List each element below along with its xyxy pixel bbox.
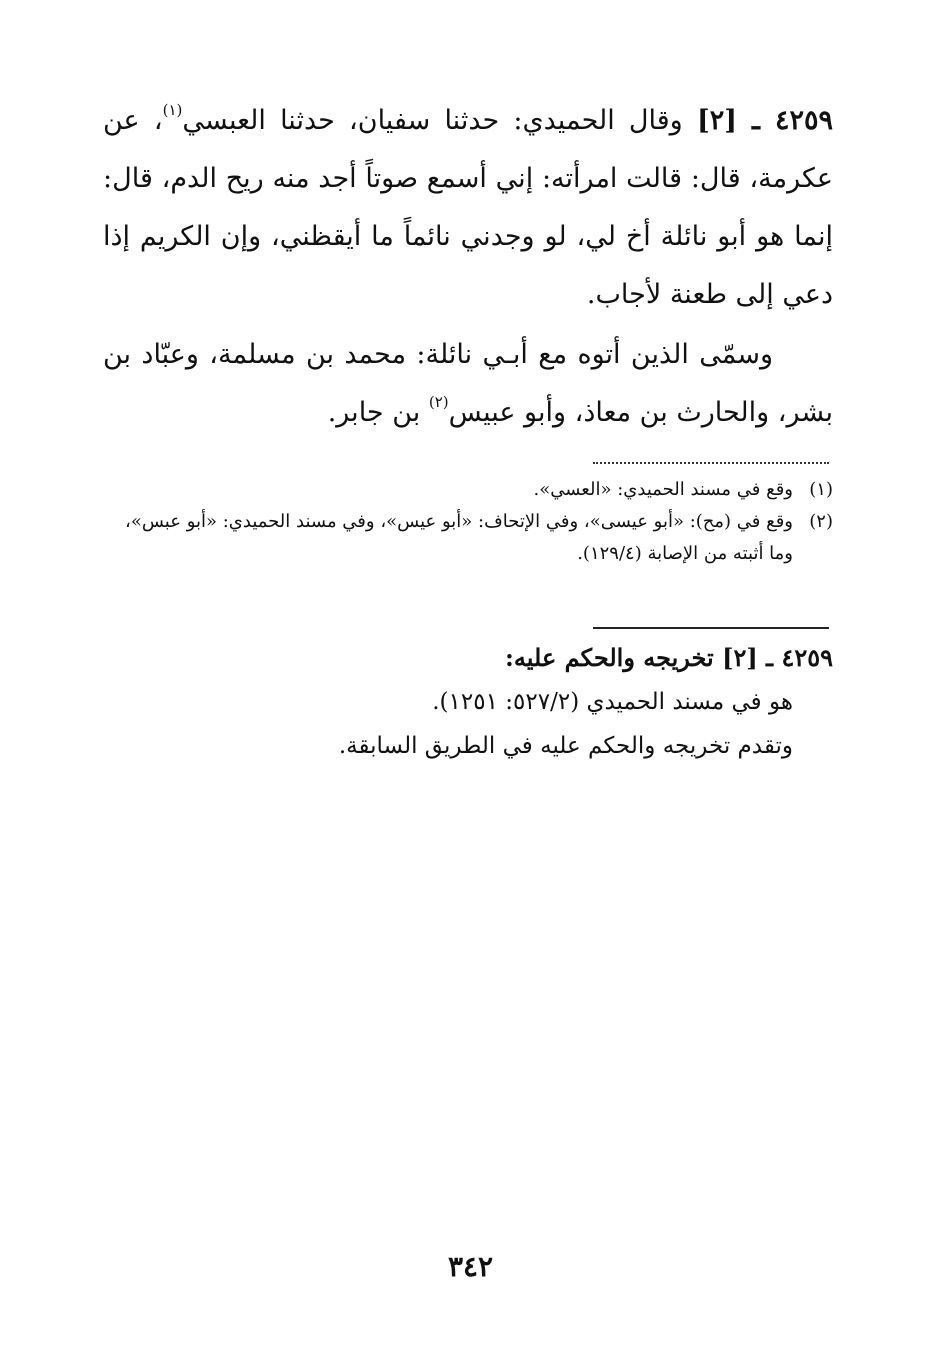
footnote-2 (103, 506, 833, 538)
footnotes (103, 474, 833, 570)
footnote-number: (١) (809, 479, 833, 500)
page-number: ٣٤٢ (447, 1250, 494, 1283)
names-text-b: بن جابر. (327, 397, 429, 428)
footnote-text: وقع في مسند الحميدي: «العسي». (533, 479, 793, 500)
hadith-text-b: ، عن عكرمة، قال: قالت امرأته: إني أسمع صوتاً أجد منه ريح الدم، قال: إنما هو أبو نائلة أخ لي، لو وجدني نائماً ما أيقظني، وإن الكريم إذا دعي إلى طعنة لأجاب. (103, 105, 833, 310)
footnote-separator-dotted (593, 462, 829, 464)
hadith-text-a: وقال الحميدي: حدثنا سفيان، حدثنا العبسي (182, 105, 697, 136)
footnote-number: (٢) (809, 511, 833, 532)
section-separator (593, 627, 829, 629)
names-text-a: وسمّى الذين أتوه مع أبـي نائلة: محمد بن مسلمة، وعبّاد بن بشر، والحارث بن معاذ، وأبو عبيس (103, 339, 833, 428)
footnote-text: وقع في (مح): «أبو عيسى»، وفي الإتحاف: «أبو عيس»، وفي مسند الحميدي: «أبو عبس»، (125, 511, 793, 532)
takhrij-line-1: هو في مسند الحميدي (٥٢٧/٢: ١٢٥١). (432, 689, 793, 715)
takhrij-heading: ٤٢٥٩ ـ [٢] تخريجه والحكم عليه: (505, 643, 833, 672)
footnote-2-continuation: وما أثبته من الإصابة (١٢٩/٤). (577, 543, 793, 564)
main-text (103, 92, 833, 442)
footnote-ref-2: (٢) (428, 393, 449, 411)
takhrij-section (103, 636, 833, 768)
footnote-1 (103, 474, 833, 506)
names-paragraph (103, 326, 833, 442)
footnote-ref-1: (١) (162, 101, 183, 119)
takhrij-line-2: وتقدم تخريجه والحكم عليه في الطريق السابقة. (338, 733, 793, 759)
hadith-number: ٤٢٥٩ ـ [٢] (696, 105, 833, 136)
hadith-paragraph (103, 92, 833, 324)
